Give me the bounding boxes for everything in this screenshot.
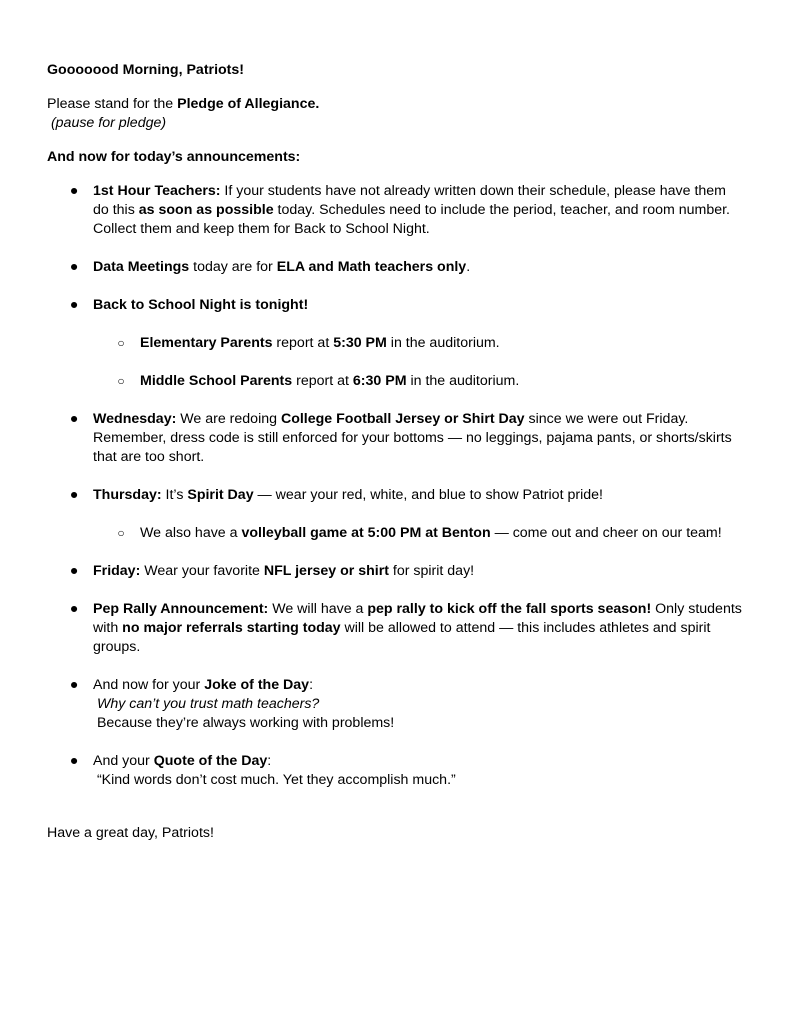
- item-bold: no major referrals starting today: [122, 620, 341, 636]
- item-bold: 1st Hour Teachers:: [93, 183, 221, 199]
- list-item: [47, 752, 757, 790]
- bullet-icon: ●: [69, 677, 79, 693]
- pledge-bold: Pledge of Allegiance.: [177, 96, 320, 112]
- pledge-prefix: Please stand for the: [47, 96, 178, 112]
- list-item: [47, 486, 757, 505]
- item-text: report at: [292, 373, 353, 389]
- item-text: for spirit day!: [388, 563, 475, 579]
- item-text: We are redoing: [176, 411, 281, 427]
- item-line: Back to School Night is tonight!: [93, 297, 309, 313]
- bullet-icon: ●: [69, 563, 79, 579]
- item-bold: ELA and Math teachers only: [276, 259, 467, 275]
- item-text: .: [466, 259, 471, 275]
- announcement-document: [47, 61, 757, 843]
- bullet-icon: ●: [69, 753, 79, 769]
- item-line: [93, 486, 757, 505]
- item-text: We will have a: [268, 601, 368, 617]
- item-text: in the auditorium.: [406, 373, 520, 389]
- item-line: groups.: [93, 639, 141, 655]
- list-item: [47, 182, 757, 239]
- list-item: [47, 296, 757, 315]
- item-bold: 6:30 PM: [352, 373, 407, 389]
- list-item: [47, 600, 757, 657]
- item-line: [93, 201, 757, 220]
- item-text: today. Schedules need to include the period, teacher, and room number.: [273, 202, 730, 218]
- item-text: with: [93, 620, 123, 636]
- item-text: It’s: [161, 487, 188, 503]
- item-text: We also have a: [140, 525, 242, 541]
- item-text: :: [309, 677, 314, 693]
- bullet-icon: ●: [69, 487, 79, 503]
- item-bold: 5:30 PM: [333, 335, 387, 351]
- item-text: since we were out Friday.: [524, 411, 689, 427]
- list-item: [47, 410, 757, 467]
- sub-bullet-icon: ○: [117, 374, 125, 388]
- list-item: [47, 676, 757, 733]
- pledge-note: (pause for pledge): [47, 115, 167, 131]
- bullet-icon: ●: [69, 259, 79, 275]
- sub-bullet-icon: ○: [117, 526, 125, 540]
- sub-list-item: [47, 524, 757, 543]
- item-text: today are for: [189, 259, 277, 275]
- joke-answer: Because they’re always working with problems!: [93, 715, 395, 731]
- item-text: — wear your red, white, and blue to show Patriot pride!: [253, 487, 603, 503]
- item-text: Only students: [651, 601, 742, 617]
- item-text: Wear your favorite: [140, 563, 264, 579]
- item-bold: Joke of the Day: [204, 677, 310, 693]
- item-text: And your: [93, 753, 154, 769]
- item-line: [140, 525, 722, 541]
- list-item: [47, 258, 757, 277]
- bullet-icon: ●: [69, 183, 79, 199]
- item-line: [140, 373, 519, 389]
- item-text: If your students have not already written down their schedule, please have them: [220, 183, 726, 199]
- item-text: — come out and cheer on our team!: [490, 525, 722, 541]
- announcements-heading: And now for today’s announcements:: [47, 149, 301, 165]
- item-bold: NFL jersey or shirt: [263, 563, 389, 579]
- item-line: [93, 258, 757, 277]
- item-line: Remember, dress code is still enforced for your bottoms — no leggings, pajama pants, or shorts/skirts: [93, 430, 732, 446]
- item-bold: as soon as possible: [138, 202, 274, 218]
- item-bold: Friday:: [93, 563, 141, 579]
- closing: Have a great day, Patriots!: [47, 825, 214, 841]
- item-line: [93, 752, 757, 771]
- item-bold: Middle School Parents: [140, 373, 293, 389]
- item-bold: College Football Jersey or Shirt Day: [280, 411, 525, 427]
- item-line: [140, 335, 500, 351]
- sub-list-item: [47, 334, 757, 353]
- item-line: that are too short.: [93, 449, 205, 465]
- sub-bullet-icon: ○: [117, 336, 125, 350]
- item-line: [93, 600, 757, 619]
- pledge-line: [47, 95, 757, 114]
- bullet-icon: ●: [69, 411, 79, 427]
- item-text: in the auditorium.: [386, 335, 500, 351]
- sub-list-item: [47, 372, 757, 391]
- item-text: report at: [272, 335, 334, 351]
- joke-question: Why can’t you trust math teachers?: [93, 696, 320, 712]
- item-text: do this: [93, 202, 139, 218]
- item-bold: Elementary Parents: [140, 335, 273, 351]
- item-line: [93, 619, 757, 638]
- item-bold: Data Meetings: [93, 259, 190, 275]
- item-bold: Quote of the Day: [153, 753, 268, 769]
- item-line: [93, 676, 757, 695]
- item-line: [93, 562, 757, 581]
- item-text: And now for your: [93, 677, 205, 693]
- list-item: [47, 562, 757, 581]
- item-bold: pep rally to kick off the fall sports season!: [367, 601, 652, 617]
- item-text: :: [267, 753, 272, 769]
- item-bold: Pep Rally Announcement:: [93, 601, 269, 617]
- quote-text: “Kind words don’t cost much. Yet they accomplish much.”: [93, 772, 456, 788]
- greeting: Gooooood Morning, Patriots!: [47, 62, 245, 78]
- item-line: [93, 410, 757, 429]
- item-bold: volleyball game at 5:00 PM at Benton: [241, 525, 491, 541]
- bullet-icon: ●: [69, 297, 79, 313]
- item-line: Collect them and keep them for Back to School Night.: [93, 221, 430, 237]
- item-text: will be allowed to attend — this includes athletes and spirit: [340, 620, 711, 636]
- item-bold: Spirit Day: [187, 487, 254, 503]
- bullet-icon: ●: [69, 601, 79, 617]
- item-line: [93, 182, 757, 201]
- item-bold: Thursday:: [93, 487, 162, 503]
- item-bold: Wednesday:: [93, 411, 177, 427]
